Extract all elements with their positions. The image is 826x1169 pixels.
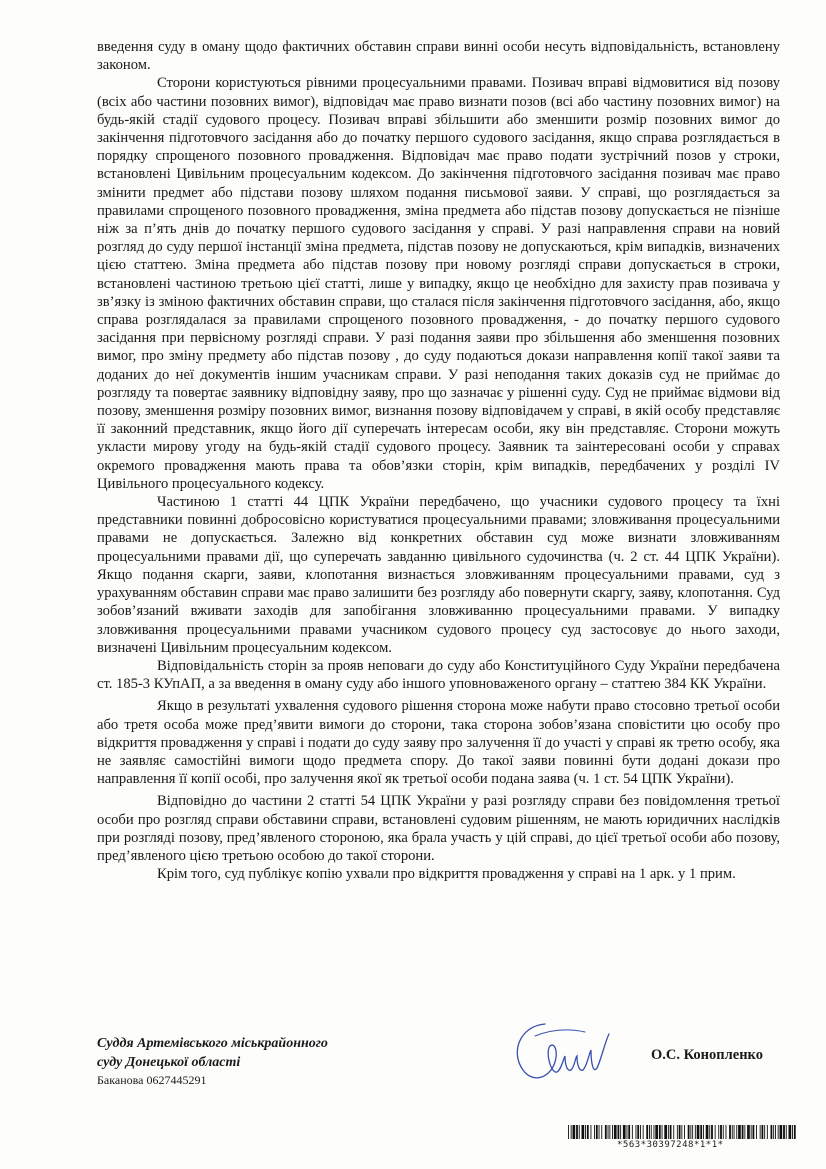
barcode-bar — [695, 1125, 696, 1139]
barcode-bar — [599, 1125, 600, 1139]
barcode-bar — [568, 1125, 569, 1139]
barcode-bar — [637, 1125, 639, 1139]
barcode-bar — [706, 1125, 709, 1139]
barcode-bar — [697, 1125, 700, 1139]
document-body — [97, 38, 780, 883]
barcode-bar — [715, 1125, 716, 1139]
barcode-bar — [618, 1125, 620, 1139]
paragraph-1: введення суду в оману щодо фактичних обставин справи винні особи несуть відповідальність, встановлену законом. — [97, 39, 780, 74]
barcode-bar — [783, 1125, 785, 1139]
paragraph-3: Частиною 1 статті 44 ЦПК України передбачено, що учасники судового процесу та їхні представники повинні добросовісно користуватися процесуальними правами; зловживання процесуальними правами не допускається. Залежно від конкретних обставин суд може визнати зловживанням процесуальними правами дії, що суперечать завданню цивільного судочинства (ч. 2 ст. 44 ЦПК України). Якщо подання скарги, заяви, клопотання визнається зловживанням процесуальними правами, суд з урахуванням обставин справи має право залишити без розгляду або повернути скаргу, заяву, клопотання. Суд зобов’язаний вживати заходів для запобігання зловживанню процесуальними правами. У випадку зловживання процесуальними правами учасником судового процесу суд застосовує до нього заходи, визначені Цивільним процесуальним кодексом. — [97, 494, 780, 656]
barcode-bar — [608, 1125, 609, 1139]
barcode-bar — [662, 1125, 663, 1139]
barcode-bar — [679, 1125, 681, 1139]
barcode-bar — [709, 1125, 710, 1139]
paragraph-2: Сторони користуються рівними процесуальними правами. Позивач вправі відмовитися від позову (всіх або частини позовних вимог), відповідач має право визнати позов (всі або частину позовних вимог) на будь-якій стадії судового процесу. Позивач вправі збільшити або зменшити розмір позовних вимог до закінчення підготовчого засідання або до початку першого судового засідання, якщо справа розглядається в порядку спрощеного позовного провадження. Відповідач має право подати зустрічний позов у строки, встановлені Цивільним процесуальним кодексом. До закінчення підготовчого засідання позивач має право змінити предмет або підстави позову шляхом подання письмової заяви. У справі, що розглядається за правилами спрощеного позовного провадження, зміна предмета або підстав позову допускається не пізніше ніж за п’ять днів до початку першого судового засідання у справі. У разі направлення справи на новий розгляд до суду першої інстанції зміна предмета, підстав позову не допускаються, крім випадків, визначених цією статтею. Зміна предмета або підстав позову при новому розгляді справи допускається в строки, встановлені частиною третьою цієї статті, лише у випадку, якщо це необхідно для захисту прав позивача у зв’язку із зміною фактичних обставин справи, що сталася після закінчення підготовчого засідання, або, якщо справа розглядалася за правилами спрощеного позовного провадження, - до початку першого судового засідання при первісному розгляді справи. У разі подання заяви про збільшення або зменшення позовних вимог, про зміну предмету або підстав позову , до суду подаються докази направлення копії такої заяви та доданих до неї документів іншим учасникам справи. У разі неподання таких доказів суд не приймає до розгляду та повертає заявнику відповідну заяву, про що зазначає у рішенні суду. Суд не приймає відмови від позову, зменшення розміру позовних вимог, визнання позову відповідачем у справі, в якій особу представляє її законний представник, якщо його дії суперечать інтересам особи, яку він представляє. Сторони можуть укласти мирову угоду на будь-якій стадії судового процесу. Заявник та заінтересовані особи у справах окремого провадження мають права та обов’язки сторін, крім випадків, передбачених у розділі IV Цивільного процесуального кодексу. — [97, 75, 780, 492]
barcode-bar — [596, 1125, 598, 1139]
barcode-bar — [764, 1125, 765, 1139]
barcode-bar — [771, 1125, 773, 1139]
barcode-bar — [587, 1125, 589, 1139]
paragraph-6: Відповідно до частини 2 статті 54 ЦПК України у разі розгляду справи без повідомлення третьої особи про розгляд справи обставини справи, встановлені судовим рішенням, не мають юридичних наслідків при розгляді позову, пред’явленого стороною, яка брала участь у цій справі, до цієї третьої особи або позову, пред’явленого цією третьою особою до такої сторони. — [97, 793, 780, 864]
barcode-bar — [684, 1125, 685, 1139]
barcode-bar — [668, 1125, 669, 1139]
barcode-bar — [773, 1125, 774, 1139]
barcode-bar — [681, 1125, 682, 1139]
barcode-bar — [640, 1125, 641, 1139]
barcode-bar — [756, 1125, 757, 1139]
signature-block — [97, 1034, 328, 1088]
barcode-bar — [780, 1125, 783, 1139]
barcode-bar — [729, 1125, 731, 1139]
barcode-bar — [718, 1125, 719, 1139]
barcode-bar — [736, 1125, 737, 1139]
barcode-bar — [794, 1125, 796, 1139]
barcode-bar — [623, 1125, 626, 1139]
barcode-bar — [654, 1125, 655, 1139]
barcode-text: *563*30397248*1*1* — [617, 1140, 724, 1150]
barcode-bar — [655, 1125, 658, 1139]
barcode-bar — [760, 1125, 761, 1139]
barcode-bar — [636, 1125, 637, 1139]
barcode-bar — [677, 1125, 678, 1139]
barcode-bar — [789, 1125, 792, 1139]
barcode-bar — [700, 1125, 702, 1139]
barcode-bar — [649, 1125, 650, 1139]
barcode-bar — [659, 1125, 661, 1139]
clerk-contact: Баканова 0627445291 — [97, 1073, 207, 1087]
barcode-bar — [742, 1125, 744, 1139]
barcode-bar — [609, 1125, 610, 1139]
barcode-bar — [775, 1125, 776, 1139]
barcode-bar — [792, 1125, 793, 1139]
barcode-bar — [594, 1125, 595, 1139]
barcode-bar — [723, 1125, 724, 1139]
barcode-bar — [744, 1125, 745, 1139]
barcode-bar — [751, 1125, 752, 1139]
paragraph-5: Якщо в результаті ухвалення судового рішення сторона може набути право стосовно третьої особи або третя особа може пред’явити вимоги до сторони, така сторона зобов’язана сповістити цю особу про відкриття провадження у справі і подати до суду заяву про залучення її до участі у справі як третю особу, яка не заявляє самостійні вимоги щодо предмета спору. До такої заяви повинні бути додані докази про направлення її копії особі, про залучення якої як третьої особи подана заява (ч. 1 ст. 54 ЦПК України). — [97, 698, 780, 788]
barcode-bar — [703, 1125, 704, 1139]
barcode-bar — [664, 1125, 667, 1139]
barcode-bar — [734, 1125, 735, 1139]
barcode-bar — [585, 1125, 586, 1139]
barcode-bar — [720, 1125, 722, 1139]
barcode-bar — [732, 1125, 733, 1139]
barcode-bar — [726, 1125, 727, 1139]
barcode-bar — [620, 1125, 621, 1139]
barcode-bar — [753, 1125, 755, 1139]
paragraph-4: Відповідальність сторін за прояв неповаги до суду або Конституційного Суду України передбачена ст. 185-3 КУпАП, а за введення в оману суду або іншого уповноваженого органу – статтею 384 КК України. — [97, 657, 780, 693]
barcode-bar — [628, 1125, 630, 1139]
barcode-bar — [632, 1125, 633, 1139]
paragraph-7: Крім того, суд публікує копію ухвали про відкриття провадження у справі на 1 арк. у 1 прим. — [157, 866, 736, 883]
barcode-bar — [601, 1125, 602, 1139]
barcode-bar — [673, 1125, 674, 1139]
barcode-bar — [573, 1125, 576, 1139]
judge-name: О.С. Конопленко — [651, 1047, 763, 1063]
barcode-bar — [612, 1125, 613, 1139]
barcode-bar — [571, 1125, 572, 1139]
barcode-bar — [576, 1125, 578, 1139]
barcode-bar — [738, 1125, 741, 1139]
judge-title-line-2: суду Донецької області — [97, 1055, 241, 1070]
barcode-bar — [762, 1125, 764, 1139]
barcode-bar — [605, 1125, 607, 1139]
barcode-bar — [747, 1125, 750, 1139]
barcode-bar — [614, 1125, 617, 1139]
barcode-bar — [579, 1125, 580, 1139]
barcode-bar — [786, 1125, 787, 1139]
barcode-bar — [778, 1125, 779, 1139]
barcode-bar — [692, 1125, 693, 1139]
barcode-bar — [690, 1125, 691, 1139]
barcode-bar — [627, 1125, 628, 1139]
barcode-bar — [591, 1125, 592, 1139]
barcode-bar — [643, 1125, 644, 1139]
barcode-bar — [646, 1125, 648, 1139]
barcode — [568, 1125, 798, 1139]
barcode-bar — [711, 1125, 713, 1139]
barcode-bar — [582, 1125, 585, 1139]
handwritten-signature — [505, 1012, 615, 1092]
barcode-bar — [651, 1125, 652, 1139]
barcode-bar — [767, 1125, 768, 1139]
barcode-bar — [688, 1125, 690, 1139]
barcode-bar — [670, 1125, 672, 1139]
judge-title-line-1: Суддя Артемівського міськрайонного — [97, 1036, 328, 1051]
